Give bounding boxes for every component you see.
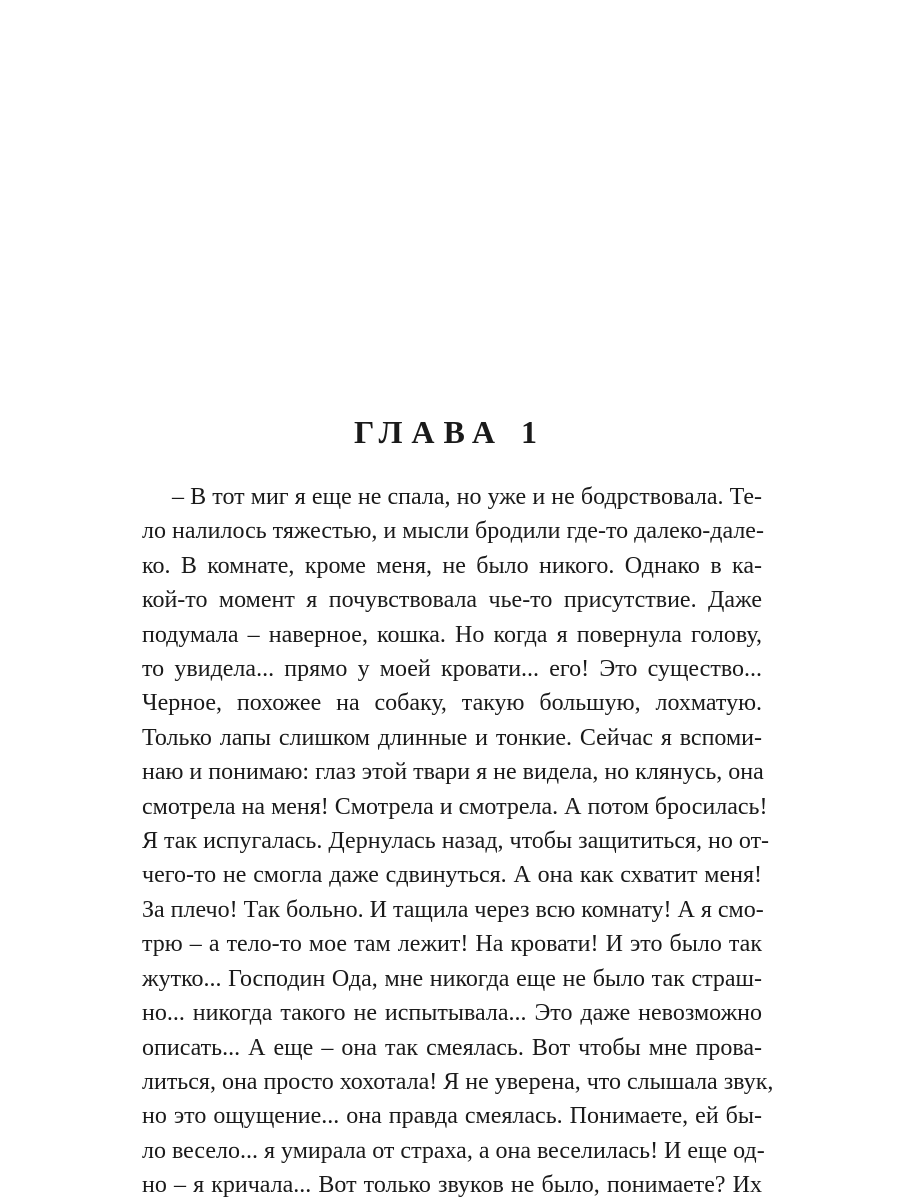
text-line: жутко... Господин Ода, мне никогда еще не было так страш- xyxy=(142,965,762,992)
text-line: кой-то момент я почувствовала чье-то присутствие. Даже xyxy=(142,587,762,614)
text-line: ло налилось тяжестью, и мысли бродили где-то далеко-дале- xyxy=(142,518,764,545)
text-line: ло весело... я умирала от страха, а она веселилась! И еще од- xyxy=(142,1137,765,1164)
text-line: смотрела на меня! Смотрела и смотрела. А потом бросилась! xyxy=(142,793,768,820)
text-line: чего-то не смогла даже сдвинуться. А она как схватит меня! xyxy=(142,862,762,889)
chapter-title: ГЛАВА 1 xyxy=(354,414,546,450)
text-line: описать... А еще – она так смеялась. Вот чтобы мне прова- xyxy=(142,1034,762,1061)
text-line: но... никогда такого не испытывала... Это даже невозможно xyxy=(142,1000,762,1027)
text-line: – В тот миг я еще не спала, но уже и не бодрствовала. Те- xyxy=(172,484,762,510)
text-line: то увидела... прямо у моей кровати... его! Это существо... xyxy=(142,656,762,683)
text-line: но это ощущение... она правда смеялась. Понимаете, ей бы- xyxy=(142,1103,762,1130)
text-line: наю и понимаю: глаз этой твари я не видела, но клянусь, она xyxy=(142,759,764,786)
text-line: Черное, похожее на собаку, такую большую, лохматую. xyxy=(142,690,762,717)
text-line: литься, она просто хохотала! Я не уверена, что слышала звук, xyxy=(142,1068,774,1095)
text-line: Я так испугалась. Дернулась назад, чтобы защититься, но от- xyxy=(142,828,770,855)
text-line: ко. В комнате, кроме меня, не было никого. Однако в ка- xyxy=(142,552,762,579)
text-line: Только лапы слишком длинные и тонкие. Сейчас я вспоми- xyxy=(142,724,762,751)
text-line: подумала – наверное, кошка. Но когда я повернула голову, xyxy=(142,621,762,648)
text-line: но – я кричала... Вот только звуков не было, понимаете? Их xyxy=(142,1172,762,1199)
text-line: За плечо! Так больно. И тащила через всю комнату! А я смо- xyxy=(142,896,764,923)
text-line: трю – а тело-то мое там лежит! На кровати! И это было так xyxy=(142,931,762,958)
chapter-body-paragraph xyxy=(142,480,774,1203)
